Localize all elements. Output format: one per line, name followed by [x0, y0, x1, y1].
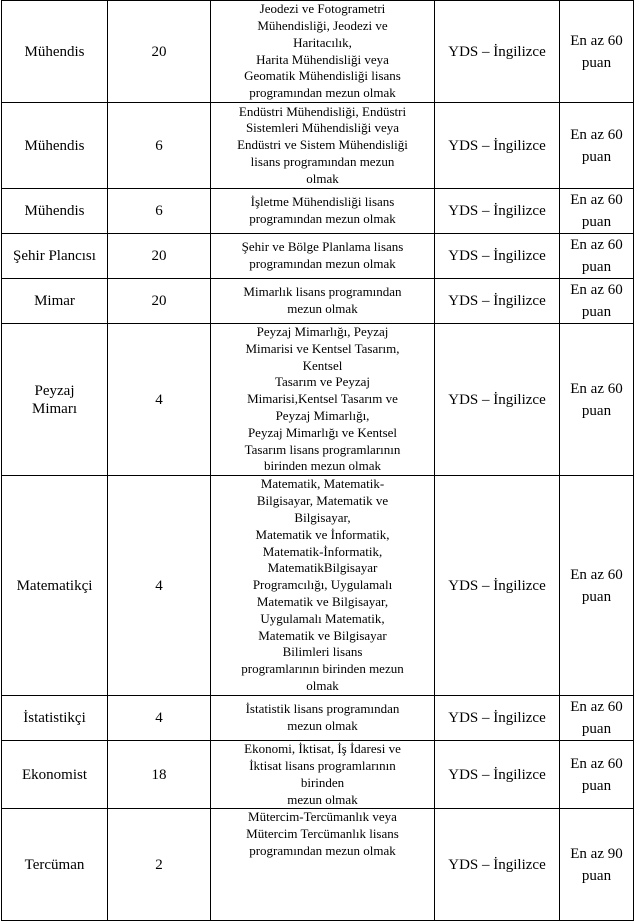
table-row [2, 189, 634, 234]
exam-value: YDS – İngilizce [448, 766, 546, 783]
requirement-line: Endüstri ve Sistem Mühendisliği [237, 137, 408, 153]
minimum-score-cell [560, 476, 634, 696]
count-value: 20 [151, 248, 167, 264]
requirement-line: mezun olmak [287, 301, 358, 316]
requirement-line: programından mezun olmak [249, 211, 396, 226]
exam-value: YDS – İngilizce [448, 710, 546, 727]
requirement-line: programından mezun olmak [249, 256, 396, 271]
title-line: Ekonomist [21, 766, 87, 783]
score-line: En az 60 [570, 699, 623, 716]
requirement-line: Jeodezi ve Fotogrametri [259, 1, 386, 17]
score-line: En az 60 [570, 32, 623, 49]
table-row [2, 741, 634, 809]
positions-table [1, 0, 634, 921]
minimum-score-cell [560, 324, 634, 476]
requirement-line: Programcılığı, Uygulamalı [252, 577, 393, 593]
language-exam-cell [435, 809, 560, 921]
requirement-line: olmak [306, 678, 339, 694]
exam-value: YDS – İngilizce [448, 203, 546, 219]
score-line: puan [581, 148, 612, 165]
table-row [2, 476, 634, 696]
requirement-line: programından mezun olmak [249, 842, 396, 858]
score-line: En az 60 [570, 282, 623, 298]
count-value: 6 [155, 203, 163, 219]
title-line: Şehir Plancısı [13, 248, 96, 264]
minimum-score-cell [560, 809, 634, 921]
requirement-line: Matematik ve Bilgisayar [258, 627, 387, 643]
requirement-line: programlarının birinden mezun [241, 661, 404, 677]
exam-value: YDS – İngilizce [448, 577, 546, 594]
title-line: İstatistikçi [23, 710, 86, 727]
title-line: Mühendis [24, 203, 85, 219]
position-count-cell [108, 741, 211, 809]
position-count-cell [108, 1, 211, 103]
requirement-line: Peyzaj Mimarlığı ve Kentsel [247, 424, 398, 440]
requirement-line: Peyzaj Mimarlığı, Peyzaj [256, 324, 389, 339]
table-row [2, 103, 634, 189]
exam-value: YDS – İngilizce [448, 137, 546, 154]
position-title-cell [2, 103, 108, 189]
position-title-cell [2, 234, 108, 279]
count-value: 6 [155, 137, 163, 154]
position-count-cell [108, 476, 211, 696]
requirement-line: Ekonomi, İktisat, İş İdaresi ve [244, 741, 401, 757]
education-requirement-cell [211, 1, 435, 103]
requirement-line: Uygulamalı Matematik, [260, 610, 385, 626]
requirement-line: programından mezun olmak [249, 85, 396, 101]
exam-value: YDS – İngilizce [448, 856, 546, 873]
score-line: En az 90 [570, 845, 623, 862]
score-line: En az 60 [570, 755, 623, 772]
requirement-line: Haritacılık, [293, 34, 352, 50]
education-requirement-cell [211, 189, 435, 234]
language-exam-cell [435, 234, 560, 279]
score-line: En az 60 [570, 126, 623, 143]
requirement-line: İktisat lisans programlarının [249, 757, 396, 773]
minimum-score-cell [560, 189, 634, 234]
requirement-line: Matematik ve İnformatik, [255, 526, 390, 542]
position-count-cell [108, 234, 211, 279]
requirement-line: Matematik ve Bilgisayar, [256, 594, 389, 610]
title-line: Mühendis [24, 137, 85, 154]
score-line: En az 60 [570, 192, 623, 208]
count-value: 4 [155, 577, 163, 594]
requirement-line: birinden mezun olmak [264, 458, 381, 474]
position-count-cell [108, 279, 211, 324]
position-title-cell [2, 324, 108, 476]
score-line: puan [581, 588, 612, 605]
minimum-score-cell [560, 103, 634, 189]
minimum-score-cell [560, 1, 634, 103]
position-count-cell [108, 696, 211, 741]
requirement-line: Peyzaj Mimarlığı, [275, 407, 370, 423]
minimum-score-cell [560, 234, 634, 279]
exam-value: YDS – İngilizce [448, 43, 546, 60]
score-line: puan [581, 867, 612, 884]
requirement-line: Endüstri Mühendisliği, Endüstri [238, 103, 407, 119]
requirement-line: Mimarlık lisans programından [243, 284, 402, 300]
requirement-line: Bilgisayar, Matematik ve [256, 493, 389, 509]
language-exam-cell [435, 324, 560, 476]
requirement-line: İşletme Mühendisliği lisans [250, 194, 395, 210]
title-line: Tercüman [24, 856, 85, 873]
score-line: En az 60 [570, 380, 623, 397]
count-value: 4 [155, 391, 163, 408]
table-row [2, 696, 634, 741]
position-title-cell [2, 809, 108, 921]
position-title-cell [2, 279, 108, 324]
requirement-line: Mütercim-Tercümanlık veya [248, 809, 397, 825]
minimum-score-cell [560, 696, 634, 741]
count-value: 20 [151, 293, 167, 309]
table-row [2, 809, 634, 921]
requirement-line: Şehir ve Bölge Planlama lisans [241, 239, 404, 255]
count-value: 18 [151, 766, 167, 783]
language-exam-cell [435, 103, 560, 189]
requirement-line: Bilimleri lisans [282, 644, 363, 660]
requirement-line: birinden [300, 774, 345, 790]
requirement-line: Bilgisayar, [294, 510, 351, 526]
score-line: puan [581, 214, 612, 230]
position-title-cell [2, 741, 108, 809]
requirement-line: Matematik, Matematik- [260, 476, 385, 492]
education-requirement-cell [211, 476, 435, 696]
education-requirement-cell [211, 324, 435, 476]
requirement-line: Mütercim Tercümanlık lisans [246, 826, 399, 842]
requirement-line: Sistemleri Mühendisliği veya [245, 120, 400, 136]
score-line: puan [581, 259, 612, 275]
table-row [2, 234, 634, 279]
score-line: En az 60 [570, 566, 623, 583]
requirement-line: Mühendisliği, Jeodezi ve [257, 17, 388, 33]
language-exam-cell [435, 279, 560, 324]
language-exam-cell [435, 696, 560, 741]
score-line: puan [581, 54, 612, 71]
requirement-line: Tasarım lisans programlarının [244, 441, 401, 457]
position-title-cell [2, 476, 108, 696]
requirement-line: mezun olmak [287, 791, 358, 807]
requirement-line: mezun olmak [287, 718, 358, 734]
requirement-line: Tasarım ve Peyzaj [274, 374, 371, 390]
requirement-line: lisans programından mezun [250, 153, 395, 169]
language-exam-cell [435, 189, 560, 234]
positions-table-body [2, 1, 634, 921]
score-line: puan [581, 777, 612, 794]
title-line: Matematikçi [16, 577, 93, 594]
position-count-cell [108, 809, 211, 921]
requirement-line: Kentsel [302, 357, 343, 373]
position-count-cell [108, 324, 211, 476]
requirement-line: olmak [306, 170, 339, 186]
score-line: puan [581, 402, 612, 419]
position-count-cell [108, 189, 211, 234]
position-title-cell [2, 696, 108, 741]
score-line: puan [581, 304, 612, 320]
education-requirement-cell [211, 741, 435, 809]
title-line: Peyzaj [34, 382, 75, 399]
requirement-line: Harita Mühendisliği veya [256, 51, 389, 67]
requirement-line: İstatistik lisans programından [245, 701, 400, 717]
education-requirement-cell [211, 103, 435, 189]
count-value: 20 [151, 43, 167, 60]
requirement-line: MatematikBilgisayar [267, 560, 378, 576]
requirement-line: Mimarisi ve Kentsel Tasarım, [245, 340, 400, 356]
table-row [2, 324, 634, 476]
minimum-score-cell [560, 279, 634, 324]
education-requirement-cell [211, 279, 435, 324]
education-requirement-cell [211, 809, 435, 921]
position-count-cell [108, 103, 211, 189]
position-title-cell [2, 1, 108, 103]
title-line: Mühendis [24, 43, 85, 60]
language-exam-cell [435, 741, 560, 809]
exam-value: YDS – İngilizce [448, 293, 546, 309]
education-requirement-cell [211, 696, 435, 741]
language-exam-cell [435, 476, 560, 696]
position-title-cell [2, 189, 108, 234]
requirement-line: Matematik-İnformatik, [262, 543, 383, 559]
requirement-line: Geomatik Mühendisliği lisans [244, 68, 401, 84]
title-line: Mimarı [32, 400, 77, 417]
requirement-line: Mimarisi,Kentsel Tasarım ve [247, 391, 398, 407]
table-row [2, 1, 634, 103]
count-value: 2 [155, 856, 163, 873]
exam-value: YDS – İngilizce [448, 391, 546, 408]
minimum-score-cell [560, 741, 634, 809]
count-value: 4 [155, 710, 163, 727]
score-line: puan [581, 721, 612, 738]
education-requirement-cell [211, 234, 435, 279]
title-line: Mimar [34, 293, 75, 309]
language-exam-cell [435, 1, 560, 103]
score-line: En az 60 [570, 237, 623, 253]
exam-value: YDS – İngilizce [448, 248, 546, 264]
table-row [2, 279, 634, 324]
